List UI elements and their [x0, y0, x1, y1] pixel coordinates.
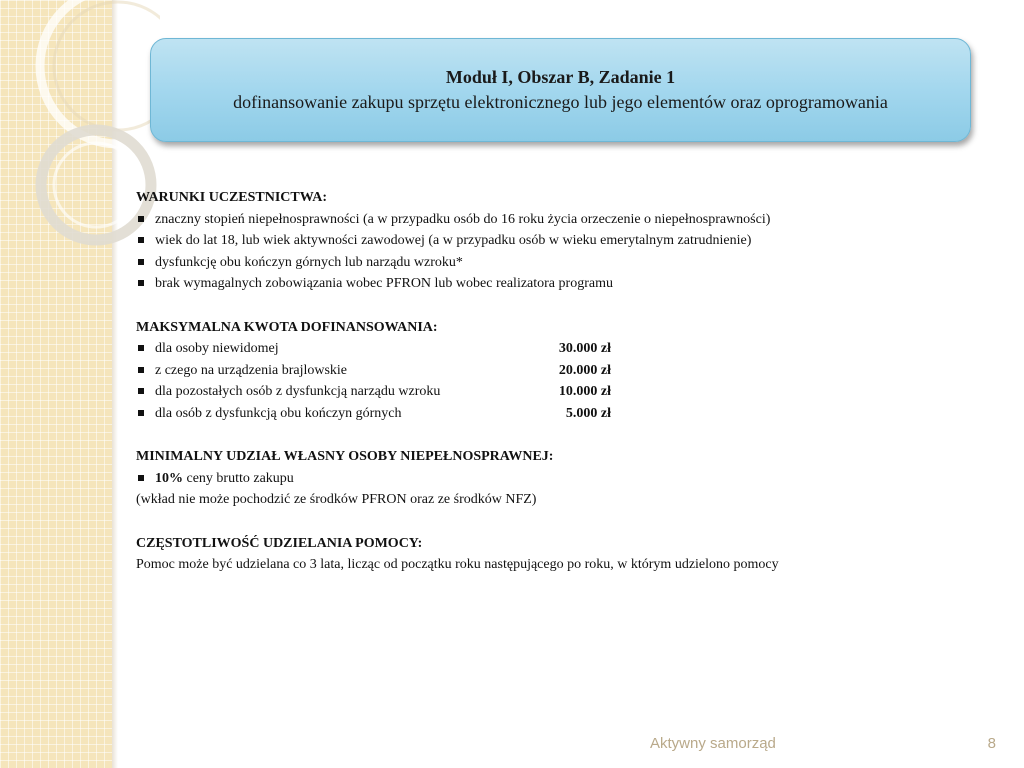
amount-label: z czego na urządzenia brajlowskie — [155, 362, 348, 378]
list-item-text: znaczny stopień niepełnosprawności (a w przypadku osób do 16 roku życia orzeczenie o niepełnosprawności) — [155, 211, 771, 227]
frequency-heading: CZĘSTOTLIWOŚĆ UDZIELANIA POMOCY: — [136, 535, 423, 551]
contribution-text: ceny brutto zakupu — [183, 470, 294, 486]
bullet-icon — [138, 345, 144, 351]
spacer — [136, 511, 996, 533]
slide-subtitle: dofinansowanie zakupu sprzętu elektronicznego lub jego elementów oraz oprogramowania — [233, 92, 888, 112]
amount-row — [136, 403, 996, 425]
amount-value: 30.000 zł — [558, 341, 611, 357]
frequency-text: Pomoc może być udzielana co 3 lata, licząc od początku roku następującego po roku, w którym udzielono pomocy — [136, 557, 779, 573]
title-banner — [150, 38, 971, 142]
contribution-note: (wkład nie może pochodzić ze środków PFRON oraz ze środków NFZ) — [136, 492, 537, 508]
list-item — [136, 252, 996, 274]
amount-label: dla pozostałych osób z dysfunkcją narządu wzroku — [155, 384, 441, 400]
contribution-percent: 10% — [155, 470, 183, 486]
list-item — [136, 230, 996, 252]
footer-label: Aktywny samorząd — [650, 735, 776, 752]
slide-title: Moduł I, Obszar B, Zadanie 1 — [445, 67, 676, 87]
page-number: 8 — [987, 735, 996, 752]
eligibility-list — [136, 209, 996, 295]
bullet-icon — [138, 367, 144, 373]
list-item-text: wiek do lat 18, lub wiek aktywności zawodowej (a w przypadku osób w wieku emerytalnym zatrudnienie) — [155, 233, 752, 249]
bullet-icon — [138, 388, 144, 394]
bullet-icon — [138, 475, 144, 481]
own-contribution-list — [136, 468, 996, 490]
list-item-text: dysfunkcję obu kończyn górnych lub narządu wzroku* — [155, 254, 463, 270]
list-item — [136, 209, 996, 231]
list-item-text: brak wymagalnych zobowiązania wobec PFRON lub wobec realizatora programu — [155, 276, 613, 292]
bullet-icon — [138, 237, 144, 243]
max-amount-list — [136, 338, 996, 424]
bullet-icon — [138, 259, 144, 265]
own-contribution-heading: MINIMALNY UDZIAŁ WŁASNY OSOBY NIEPEŁNOSPRAWNEJ: — [136, 449, 554, 465]
spacer — [136, 295, 996, 317]
amount-value: 5.000 zł — [565, 405, 611, 421]
amount-row — [136, 381, 996, 403]
bullet-icon — [138, 216, 144, 222]
eligibility-heading: WARUNKI UCZESTNICTWA: — [136, 190, 327, 205]
amount-value: 10.000 zł — [558, 384, 611, 400]
max-amount-heading: MAKSYMALNA KWOTA DOFINANSOWANIA: — [136, 319, 438, 335]
bullet-icon — [138, 410, 144, 416]
amount-row — [136, 360, 996, 382]
bullet-icon — [138, 280, 144, 286]
amount-value: 20.000 zł — [558, 362, 611, 378]
list-item — [136, 273, 996, 295]
amount-row — [136, 338, 996, 360]
slide-content — [136, 187, 996, 576]
spacer — [136, 425, 996, 447]
amount-label: dla osób z dysfunkcją obu kończyn górnych — [155, 405, 402, 421]
amount-label: dla osoby niewidomej — [155, 341, 279, 357]
list-item — [136, 468, 996, 490]
